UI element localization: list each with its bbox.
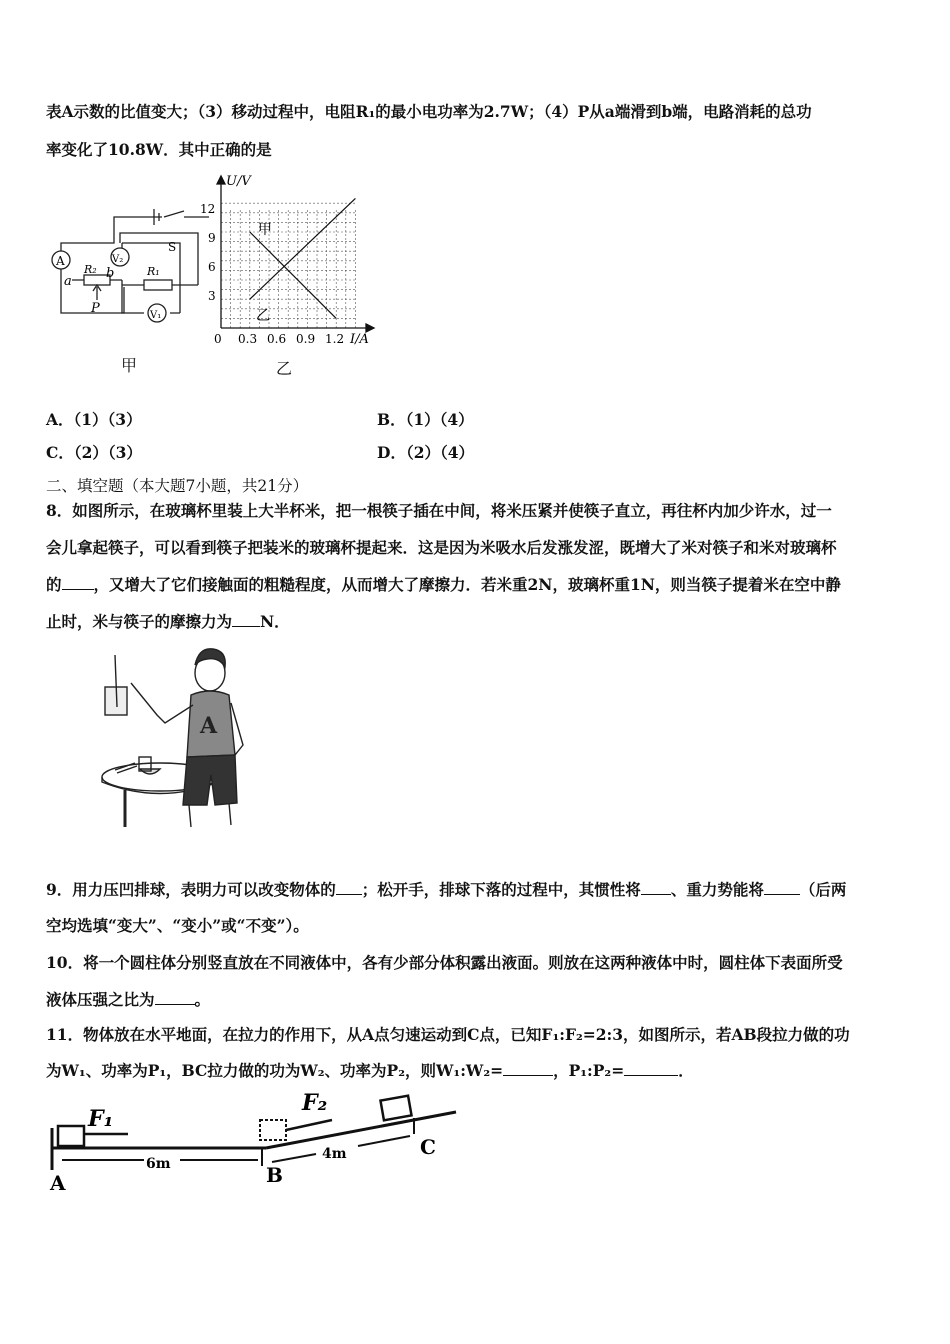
q8-line2: 会儿拿起筷子，可以看到筷子把装米的玻璃杯提起来．这是因为米吸水后发涨发涩，既增大了米对筷子和米对玻璃杯 bbox=[46, 538, 837, 557]
x-axis-label: I/A bbox=[350, 332, 369, 347]
x-tick-0.3: 0.3 bbox=[238, 332, 258, 346]
q8-line4-a: 止时，米与筷子的摩擦力为 bbox=[46, 612, 233, 631]
line-yi-label: 乙 bbox=[256, 308, 270, 324]
switch-label: S bbox=[168, 240, 177, 254]
q11-line2 bbox=[46, 1061, 694, 1081]
line-jia-label: 甲 bbox=[258, 222, 272, 238]
point-b-label: B bbox=[266, 1163, 283, 1187]
q9-text-b: ；松开手，排球下落的过程中，其惯性将 bbox=[361, 880, 641, 899]
q8-line3 bbox=[46, 575, 841, 595]
y-tick-12: 12 bbox=[200, 202, 216, 216]
circuit-caption: 甲 bbox=[121, 356, 138, 375]
q9-text-a: 9．用力压凹排球，表明力可以改变物体的 bbox=[46, 880, 336, 899]
y-axis-label: U/V bbox=[226, 174, 251, 189]
q9-line2: 空均选填“变大”、“变小”或“不变”）。 bbox=[46, 916, 309, 935]
q9-blank1[interactable] bbox=[336, 880, 362, 895]
option-a[interactable]: A．（1）（3） bbox=[46, 410, 142, 429]
circuit-diagram bbox=[44, 205, 209, 330]
r1-label: R₁ bbox=[147, 265, 160, 278]
point-c-label: C bbox=[420, 1135, 436, 1159]
force-f1-label: F₁ bbox=[88, 1106, 114, 1132]
x-tick-0.6: 0.6 bbox=[267, 332, 287, 346]
q11-text-b: ，P₁:P₂= bbox=[553, 1061, 625, 1080]
section-title: 二、填空题（本大题7小题，共21分） bbox=[46, 477, 309, 495]
incline-force-diagram bbox=[40, 1090, 470, 1200]
force-f2-label: F₂ bbox=[302, 1090, 328, 1116]
q7-text-line1: 表A示数的比值变大；（3）移动过程中，电阻R₁的最小电功率为2.7W；（4）P从a端滑到b端，电路消耗的总功 bbox=[46, 102, 812, 121]
q10-line2 bbox=[46, 990, 210, 1010]
q7-text-line2: 率变化了10.8W．其中正确的是 bbox=[46, 140, 272, 159]
q8-line4-b: N． bbox=[260, 612, 290, 631]
q10-text-a: 液体压强之比为 bbox=[46, 990, 155, 1009]
slider-p-label: P bbox=[91, 301, 100, 316]
y-tick-6: 6 bbox=[208, 260, 216, 274]
y-tick-9: 9 bbox=[208, 231, 216, 245]
x-tick-1.2: 1.2 bbox=[325, 332, 345, 346]
graph-caption: 乙 bbox=[276, 359, 293, 378]
q11-blank2[interactable] bbox=[624, 1061, 678, 1076]
q8-blank2[interactable] bbox=[232, 612, 260, 627]
option-c[interactable]: C．（2）（3） bbox=[46, 443, 142, 462]
option-d[interactable]: D．（2）（4） bbox=[377, 443, 475, 462]
q11-line1: 11．物体放在水平地面，在拉力的作用下，从A点匀速运动到C点，已知F₁:F₂=2:3，如图所示，若AB段拉力做的功 bbox=[46, 1025, 850, 1044]
svg-text:A: A bbox=[200, 713, 218, 739]
q10-blank[interactable] bbox=[155, 990, 195, 1005]
q9-line1 bbox=[46, 880, 846, 900]
q11-blank1[interactable] bbox=[503, 1061, 553, 1076]
option-b[interactable]: B．（1）（4） bbox=[377, 410, 474, 429]
y-tick-3: 3 bbox=[208, 289, 216, 303]
q10-line1: 10．将一个圆柱体分别竖直放在不同液体中，各有少部分体积露出液面。则放在这两种液体中时，圆柱体下表面所受 bbox=[46, 953, 843, 972]
q8-line1: 8．如图所示，在玻璃杯里装上大半杯米，把一根筷子插在中间，将米压紧并使筷子直立，再往杯内加少许水，过一 bbox=[46, 501, 832, 520]
v2-label: V₂ bbox=[112, 254, 124, 265]
q8-line3-b: ，又增大了它们接触面的粗糙程度，从而增大了摩擦力．若米重2N，玻璃杯重1N，则当筷子提着米在空中静 bbox=[93, 575, 841, 594]
q8-blank1[interactable] bbox=[62, 575, 94, 590]
ui-graph bbox=[198, 168, 388, 348]
q9-text-d: （后两 bbox=[799, 880, 847, 899]
q9-text-c: 、重力势能将 bbox=[670, 880, 764, 899]
q8-line4 bbox=[46, 612, 290, 632]
v1-label: V₁ bbox=[150, 310, 162, 321]
q8-line3-a: 的 bbox=[46, 575, 62, 594]
distance-ab-label: 6m bbox=[146, 1156, 171, 1172]
point-a-label: A bbox=[50, 1171, 66, 1195]
x-tick-0: 0 bbox=[214, 332, 222, 346]
ammeter-label: A bbox=[56, 254, 65, 268]
distance-bc-label: 4m bbox=[322, 1146, 347, 1162]
q9-blank2[interactable] bbox=[641, 880, 671, 895]
terminal-b-label: b bbox=[106, 266, 115, 281]
terminal-a-label: a bbox=[64, 274, 72, 289]
line-yi bbox=[250, 232, 336, 318]
q10-text-b: 。 bbox=[194, 990, 211, 1009]
r2-label: R₂ bbox=[84, 263, 97, 276]
boy-lifting-cup-illustration bbox=[95, 645, 255, 835]
x-tick-0.9: 0.9 bbox=[296, 332, 316, 346]
q9-blank3[interactable] bbox=[764, 880, 800, 895]
q11-text-c: ． bbox=[678, 1061, 694, 1080]
q11-text-a: 为W₁、功率为P₁，BC拉力做的功为W₂、功率为P₂，则W₁:W₂= bbox=[46, 1061, 504, 1080]
